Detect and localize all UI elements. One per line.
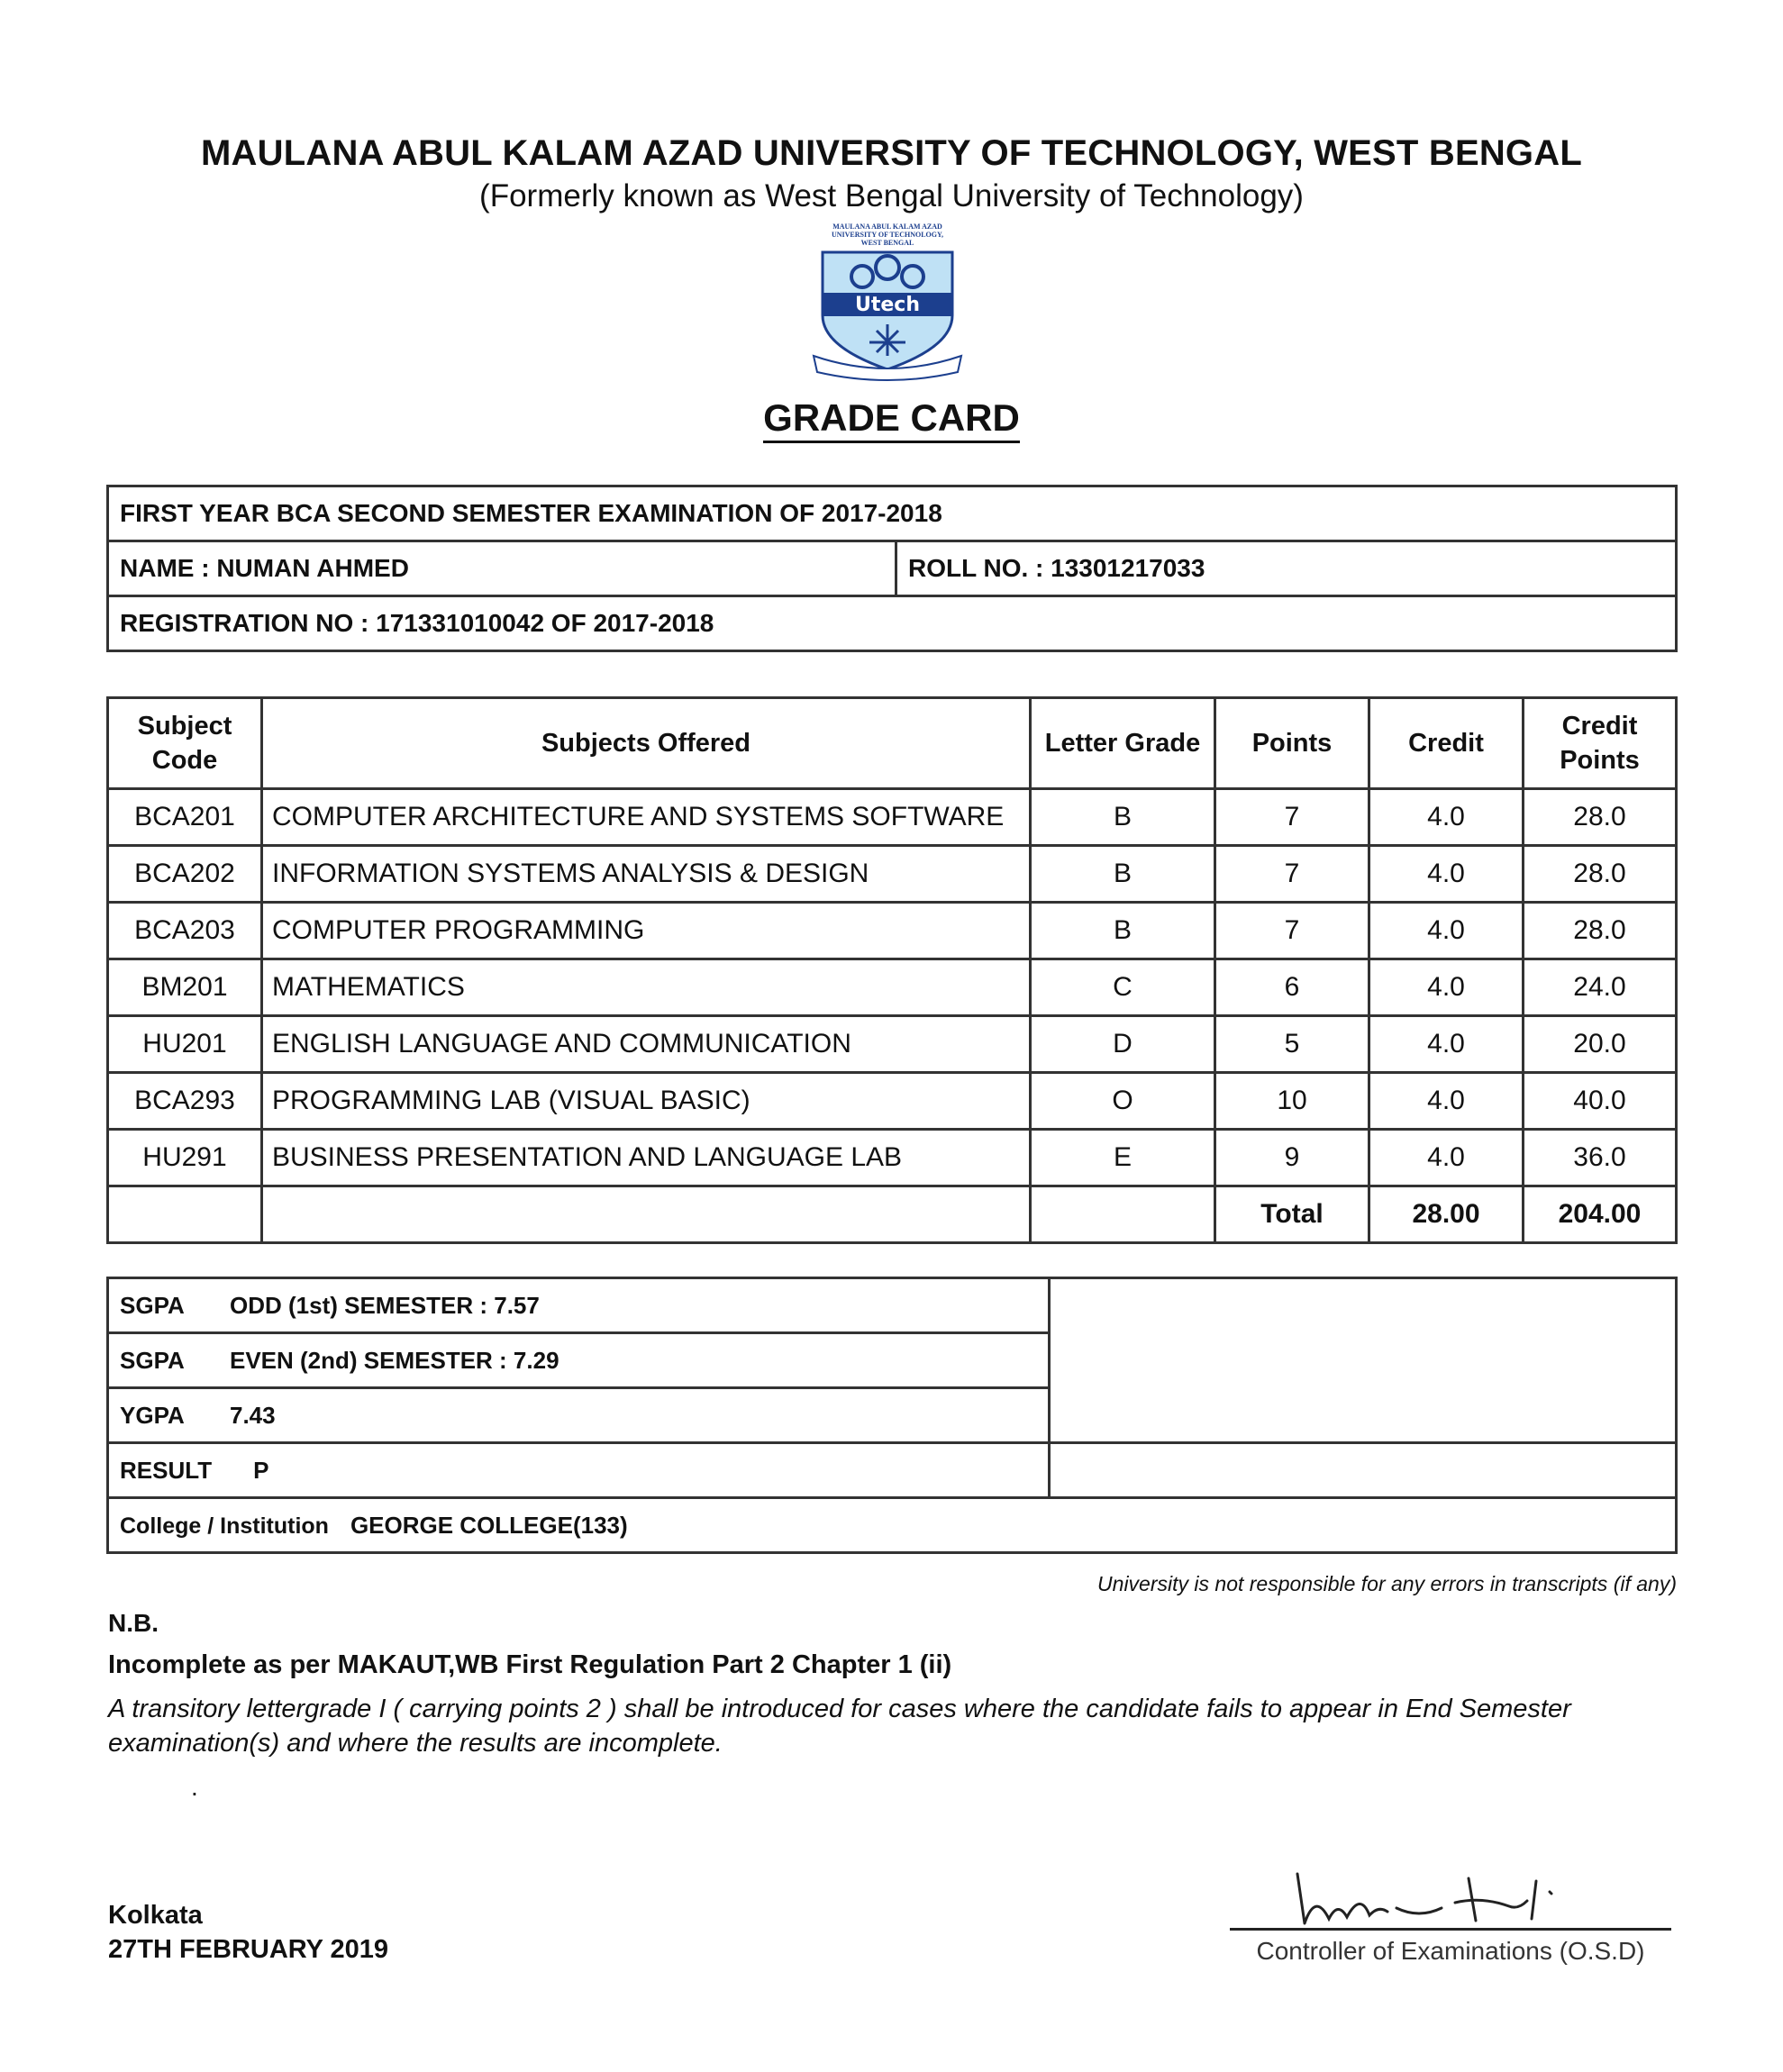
subject-code: BM201 bbox=[108, 959, 262, 1016]
university-former-name: (Formerly known as West Bengal University of Technology) bbox=[479, 178, 1304, 214]
col-letter-grade: Letter Grade bbox=[1031, 698, 1215, 789]
total-credit: 28.00 bbox=[1369, 1186, 1524, 1243]
exam-title: FIRST YEAR BCA SECOND SEMESTER EXAMINATION OF 2017-2018 bbox=[108, 486, 1677, 541]
subject-code: BCA201 bbox=[108, 789, 262, 846]
subject-code: BCA203 bbox=[108, 903, 262, 959]
logo-band-text: Utech bbox=[854, 294, 921, 316]
student-info-table bbox=[106, 485, 1678, 652]
signature-line bbox=[1230, 1928, 1671, 1931]
table-row bbox=[108, 1016, 1677, 1073]
issue-place: Kolkata bbox=[108, 1901, 203, 1930]
credit: 4.0 bbox=[1369, 1016, 1524, 1073]
nb-rule: Incomplete as per MAKAUT,WB First Regulation Part 2 Chapter 1 (ii) bbox=[108, 1650, 952, 1679]
credit-points: 24.0 bbox=[1524, 959, 1677, 1016]
issue-date: 27TH FEBRUARY 2019 bbox=[108, 1935, 389, 1964]
letter-grade: O bbox=[1031, 1073, 1215, 1130]
table-row bbox=[108, 903, 1677, 959]
registration-number: REGISTRATION NO : 171331010042 OF 2017-2018 bbox=[108, 596, 1677, 651]
letter-grade: C bbox=[1031, 959, 1215, 1016]
ygpa: YGPA 7.43 bbox=[108, 1388, 1050, 1443]
subject-code: HU201 bbox=[108, 1016, 262, 1073]
points: 7 bbox=[1215, 846, 1369, 903]
credit: 4.0 bbox=[1369, 1130, 1524, 1186]
blank-cell bbox=[1050, 1278, 1677, 1443]
nb-heading: N.B. bbox=[108, 1609, 159, 1637]
nb-text: A transitory lettergrade I ( carrying points 2 ) shall be introduced for cases where the candidate fails to appear in End Semester examination(s) and where the results are incomplete. bbox=[108, 1695, 1571, 1758]
marks-header-row bbox=[108, 698, 1677, 789]
student-name: NAME : NUMAN AHMED bbox=[108, 541, 896, 596]
points: 10 bbox=[1215, 1073, 1369, 1130]
signature bbox=[1261, 1856, 1604, 1937]
sgpa-odd: SGPA ODD (1st) SEMESTER : 7.57 bbox=[108, 1278, 1050, 1333]
subject-name: PROGRAMMING LAB (VISUAL BASIC) bbox=[262, 1073, 1031, 1130]
table-row bbox=[108, 846, 1677, 903]
letter-grade: B bbox=[1031, 903, 1215, 959]
college: College / Institution GEORGE COLLEGE(133) bbox=[108, 1498, 1677, 1553]
credit: 4.0 bbox=[1369, 959, 1524, 1016]
university-logo bbox=[806, 221, 969, 383]
subject-name: INFORMATION SYSTEMS ANALYSIS & DESIGN bbox=[262, 846, 1031, 903]
letter-grade: D bbox=[1031, 1016, 1215, 1073]
subject-name: COMPUTER ARCHITECTURE AND SYSTEMS SOFTWARE bbox=[262, 789, 1031, 846]
logo-text-line-3: WEST BENGAL bbox=[860, 239, 914, 247]
table-row bbox=[108, 959, 1677, 1016]
credit: 4.0 bbox=[1369, 789, 1524, 846]
sgpa-even: SGPA EVEN (2nd) SEMESTER : 7.29 bbox=[108, 1333, 1050, 1388]
subject-code: BCA202 bbox=[108, 846, 262, 903]
subject-code: BCA293 bbox=[108, 1073, 262, 1130]
letter-grade: B bbox=[1031, 846, 1215, 903]
credit-points: 28.0 bbox=[1524, 846, 1677, 903]
letter-grade: E bbox=[1031, 1130, 1215, 1186]
result: RESULT P bbox=[108, 1443, 1050, 1498]
points: 7 bbox=[1215, 789, 1369, 846]
credit-points: 20.0 bbox=[1524, 1016, 1677, 1073]
points: 5 bbox=[1215, 1016, 1369, 1073]
col-credit-points: Credit Points bbox=[1524, 698, 1677, 789]
university-name: MAULANA ABUL KALAM AZAD UNIVERSITY OF TECHNOLOGY, WEST BENGAL bbox=[201, 133, 1582, 173]
table-row bbox=[108, 1073, 1677, 1130]
total-row bbox=[108, 1186, 1677, 1243]
col-subject-code: Subject Code bbox=[108, 698, 262, 789]
logo-text-line-1: MAULANA ABUL KALAM AZAD bbox=[832, 223, 942, 231]
credit-points: 28.0 bbox=[1524, 903, 1677, 959]
subject-code: HU291 bbox=[108, 1130, 262, 1186]
col-credit: Credit bbox=[1369, 698, 1524, 789]
signatory-title: Controller of Examinations (O.S.D) bbox=[1256, 1937, 1645, 1965]
roll-number: ROLL NO. : 13301217033 bbox=[896, 541, 1677, 596]
total-credit-points: 204.00 bbox=[1524, 1186, 1677, 1243]
disclaimer: University is not responsible for any errors in transcripts (if any) bbox=[1097, 1572, 1677, 1595]
table-row bbox=[108, 1130, 1677, 1186]
credit: 4.0 bbox=[1369, 1073, 1524, 1130]
dot-mark: . bbox=[191, 1773, 198, 1801]
credit-points: 36.0 bbox=[1524, 1130, 1677, 1186]
logo-text-line-2: UNIVERSITY OF TECHNOLOGY, bbox=[831, 231, 944, 239]
letter-grade: B bbox=[1031, 789, 1215, 846]
points: 6 bbox=[1215, 959, 1369, 1016]
gpa-table bbox=[106, 1277, 1678, 1554]
document-title: GRADE CARD bbox=[0, 396, 1783, 440]
col-points: Points bbox=[1215, 698, 1369, 789]
credit-points: 28.0 bbox=[1524, 789, 1677, 846]
points: 7 bbox=[1215, 903, 1369, 959]
points: 9 bbox=[1215, 1130, 1369, 1186]
credit: 4.0 bbox=[1369, 846, 1524, 903]
subject-name: BUSINESS PRESENTATION AND LANGUAGE LAB bbox=[262, 1130, 1031, 1186]
col-subjects-offered: Subjects Offered bbox=[262, 698, 1031, 789]
table-row bbox=[108, 789, 1677, 846]
blank-cell bbox=[1050, 1443, 1677, 1498]
marks-table bbox=[106, 696, 1678, 1244]
credit-points: 40.0 bbox=[1524, 1073, 1677, 1130]
subject-name: COMPUTER PROGRAMMING bbox=[262, 903, 1031, 959]
total-label: Total bbox=[1215, 1186, 1369, 1243]
subject-name: MATHEMATICS bbox=[262, 959, 1031, 1016]
subject-name: ENGLISH LANGUAGE AND COMMUNICATION bbox=[262, 1016, 1031, 1073]
credit: 4.0 bbox=[1369, 903, 1524, 959]
